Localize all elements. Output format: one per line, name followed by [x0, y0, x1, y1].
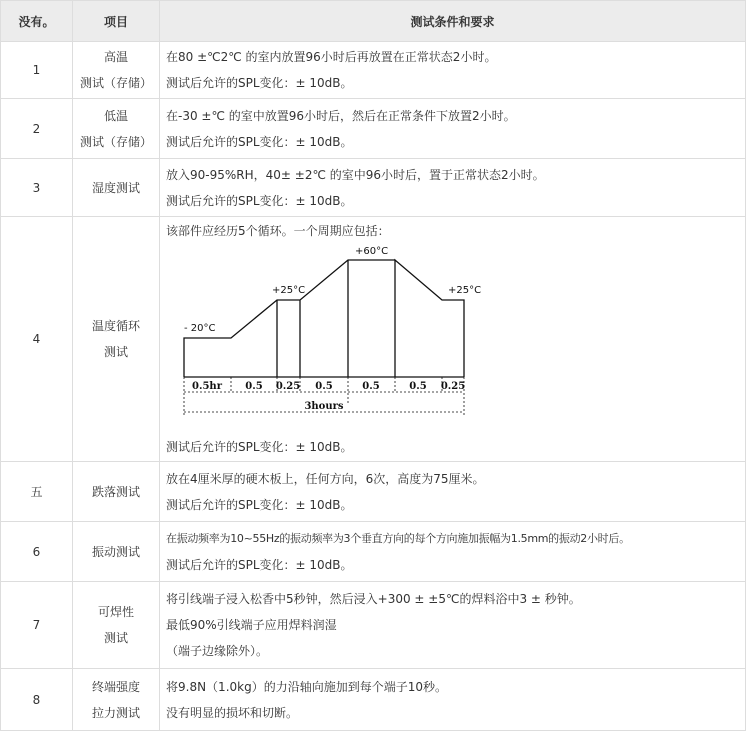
condition-line: 该部件应经历5个循环。一个周期应包括：	[166, 224, 390, 238]
level-label: +60°C	[355, 246, 389, 257]
temperature-cycle-diagram	[166, 244, 482, 434]
item-cell	[73, 159, 160, 217]
row-number: 1	[1, 42, 73, 99]
segment-label: 0.5	[245, 381, 263, 392]
header-item: 项目	[73, 1, 160, 42]
cycle-profile-line	[184, 260, 464, 377]
row-number: 8	[1, 669, 73, 731]
condition-line: 测试后允许的SPL变化：± 10dB。	[166, 134, 353, 149]
conditions-cell	[160, 217, 746, 462]
segment-label: 0.25	[440, 381, 466, 392]
item-line: 振动测试	[91, 544, 140, 559]
item-line: 可焊性	[97, 605, 134, 619]
table-row	[1, 99, 746, 159]
item-cell	[73, 522, 160, 582]
condition-line: 最低90%引线端子应用焊料润湿	[166, 618, 337, 632]
item-line: 测试	[103, 631, 128, 645]
level-label: - 20°C	[184, 323, 216, 334]
level-label: +25°C	[272, 285, 306, 296]
conditions-cell	[160, 522, 746, 582]
item-line: 跌落测试	[91, 484, 140, 499]
item-line: 高温	[103, 50, 128, 64]
header-no: 没有。	[1, 1, 73, 42]
condition-line: 在80 ±℃2℃ 的室内放置96小时后再放置在正常状态2小时。	[166, 50, 497, 64]
level-label: +25°C	[448, 285, 482, 296]
condition-line: 放在4厘米厚的硬木板上，任何方向，6次，高度为75厘米。	[166, 471, 485, 486]
row-number: 3	[1, 159, 73, 217]
item-line: 测试	[103, 345, 128, 359]
item-cell	[73, 669, 160, 731]
row-number: 2	[1, 99, 73, 159]
item-cell	[73, 99, 160, 159]
row-number: 6	[1, 522, 73, 582]
item-cell	[73, 462, 160, 522]
header-conditions: 测试条件和要求	[160, 1, 746, 42]
segment-label: 0.25	[275, 381, 301, 392]
condition-line: 测试后允许的SPL变化：± 10dB。	[166, 440, 353, 454]
row-number: 7	[1, 582, 73, 669]
condition-line: 放入90-95%RH，40± ±2℃ 的室中96小时后，置于正常状态2小时。	[166, 167, 545, 182]
condition-line: 测试后允许的SPL变化：± 10dB。	[166, 497, 353, 512]
segment-label: 0.5hr	[192, 381, 222, 392]
item-line: 湿度测试	[91, 180, 140, 195]
condition-line: （端子边缘除外）。	[166, 644, 269, 658]
condition-line: 测试后允许的SPL变化：± 10dB。	[166, 193, 353, 208]
condition-line: 测试后允许的SPL变化：± 10dB。	[166, 557, 353, 572]
condition-line: 没有明显的损坏和切断。	[166, 705, 299, 720]
table-row	[1, 669, 746, 731]
row-number: 4	[1, 217, 73, 462]
table-row	[1, 522, 746, 582]
segment-label: 0.5	[315, 381, 333, 392]
conditions-cell	[160, 582, 746, 669]
row-number: 五	[1, 462, 73, 522]
total-duration-label: 3hours	[304, 401, 344, 412]
table-row	[1, 462, 746, 522]
segment-label: 0.5	[409, 381, 427, 392]
header-row	[1, 1, 746, 42]
condition-line: 将9.8N（1.0kg）的力沿轴向施加到每个端子10秒。	[166, 679, 447, 694]
item-line: 测试（存储）	[79, 76, 152, 90]
item-line: 拉力测试	[91, 705, 140, 720]
item-cell	[73, 42, 160, 99]
table-row	[1, 217, 746, 462]
condition-line: 在振动频率为10~55Hz的振动频率为3个垂直方向的每个方向施加振幅为1.5mm的振动2小时后。	[166, 531, 630, 545]
conditions-cell	[160, 42, 746, 99]
condition-line: 测试后允许的SPL变化：± 10dB。	[166, 76, 353, 90]
table-row	[1, 159, 746, 217]
conditions-cell	[160, 159, 746, 217]
item-line: 低温	[103, 108, 128, 123]
item-cell	[73, 217, 160, 462]
table-row	[1, 42, 746, 99]
table-row	[1, 582, 746, 669]
condition-line: 将引线端子浸入松香中5秒钟，然后浸入+300 ± ±5℃的焊料浴中3 ± 秒钟。	[166, 592, 581, 606]
item-cell	[73, 582, 160, 669]
item-line: 测试（存储）	[79, 134, 152, 149]
item-line: 温度循环	[91, 319, 140, 333]
conditions-cell	[160, 99, 746, 159]
conditions-cell	[160, 669, 746, 731]
item-line: 终端强度	[91, 679, 140, 694]
condition-line: 在-30 ±℃ 的室中放置96小时后，然后在正常条件下放置2小时。	[166, 108, 516, 123]
segment-label: 0.5	[362, 381, 380, 392]
conditions-cell	[160, 462, 746, 522]
